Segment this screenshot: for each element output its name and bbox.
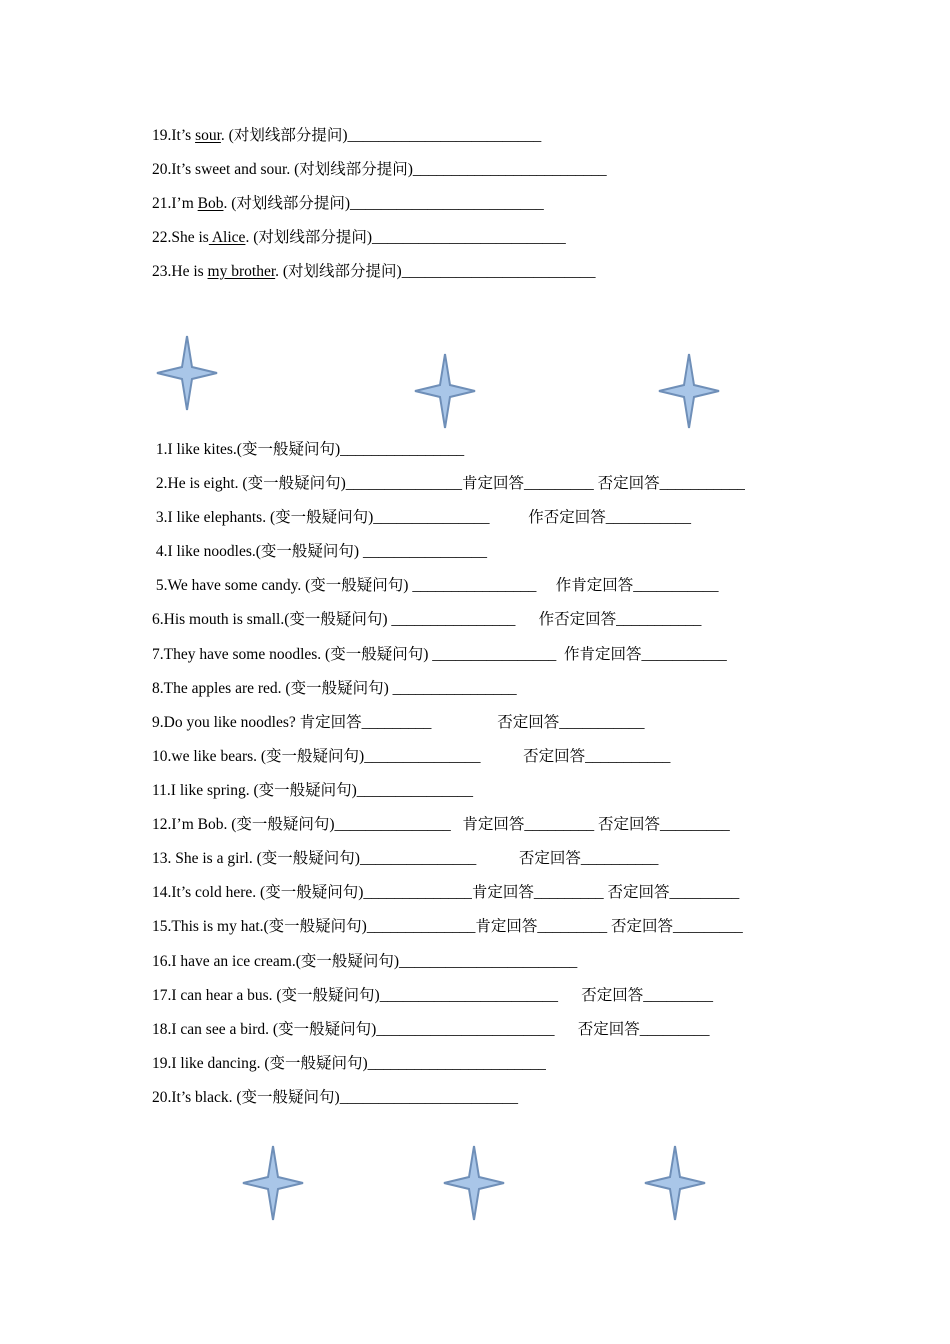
- question-19-sec1: 19.It’s sour. (对划线部分提问)_________________________: [152, 127, 542, 144]
- question-17: 17.I can hear a bus. (变一般疑问句)_______________________ 否定回答_________: [152, 987, 713, 1004]
- question-14: 14.It’s cold here. (变一般疑问句)______________肯定回答_________ 否定回答_________: [152, 884, 740, 901]
- question-23-sec1: 23.He is my brother. (对划线部分提问)_________________________: [152, 263, 596, 280]
- question-9: 9.Do you like noodles? 肯定回答_________ 否定回答___________: [152, 714, 645, 731]
- question-20: 20.It’s black. (变一般疑问句)_______________________: [152, 1089, 518, 1106]
- question-16: 16.I have an ice cream.(变一般疑问句)_______________________: [152, 953, 578, 970]
- question-15: 15.This is my hat.(变一般疑问句)______________肯定回答_________ 否定回答_________: [152, 918, 743, 935]
- four-point-star-icon: [241, 1144, 305, 1222]
- question-5: 5.We have some candy. (变一般疑问句) ________________ 作肯定回答___________: [152, 577, 719, 594]
- question-7: 7.They have some noodles. (变一般疑问句) ________________ 作肯定回答___________: [152, 646, 727, 663]
- question-19: 19.I like dancing. (变一般疑问句)_______________________: [152, 1055, 546, 1072]
- question-11: 11.I like spring. (变一般疑问句)_______________: [152, 782, 474, 799]
- four-point-star-icon: [657, 352, 721, 430]
- question-21-sec1: 21.I’m Bob. (对划线部分提问)_________________________: [152, 195, 544, 212]
- four-point-star-icon: [413, 352, 477, 430]
- question-2: 2.He is eight. (变一般疑问句)_______________肯定回答_________ 否定回答___________: [152, 475, 745, 492]
- question-6: 6.His mouth is small.(变一般疑问句) ________________ 作否定回答___________: [152, 611, 702, 628]
- question-4: 4.I like noodles.(变一般疑问句) ________________: [152, 543, 487, 560]
- question-3: 3.I like elephants. (变一般疑问句)_______________ 作否定回答___________: [152, 509, 692, 526]
- question-13: 13. She is a girl. (变一般疑问句)_______________ 否定回答__________: [152, 850, 659, 867]
- question-18: 18.I can see a bird. (变一般疑问句)_______________________ 否定回答_________: [152, 1021, 710, 1038]
- question-12: 12.I’m Bob. (变一般疑问句)_______________ 肯定回答_________ 否定回答_________: [152, 816, 730, 833]
- question-20-sec1: 20.It’s sweet and sour. (对划线部分提问)_________________________: [152, 161, 607, 178]
- question-8: 8.The apples are red. (变一般疑问句) ________________: [152, 680, 517, 697]
- four-point-star-icon: [442, 1144, 506, 1222]
- four-point-star-icon: [643, 1144, 707, 1222]
- question-10: 10.we like bears. (变一般疑问句)_______________ 否定回答___________: [152, 748, 671, 765]
- question-22-sec1: 22.She is Alice. (对划线部分提问)_________________________: [152, 229, 566, 246]
- question-1: 1.I like kites.(变一般疑问句)________________: [152, 441, 465, 458]
- four-point-star-icon: [155, 334, 219, 412]
